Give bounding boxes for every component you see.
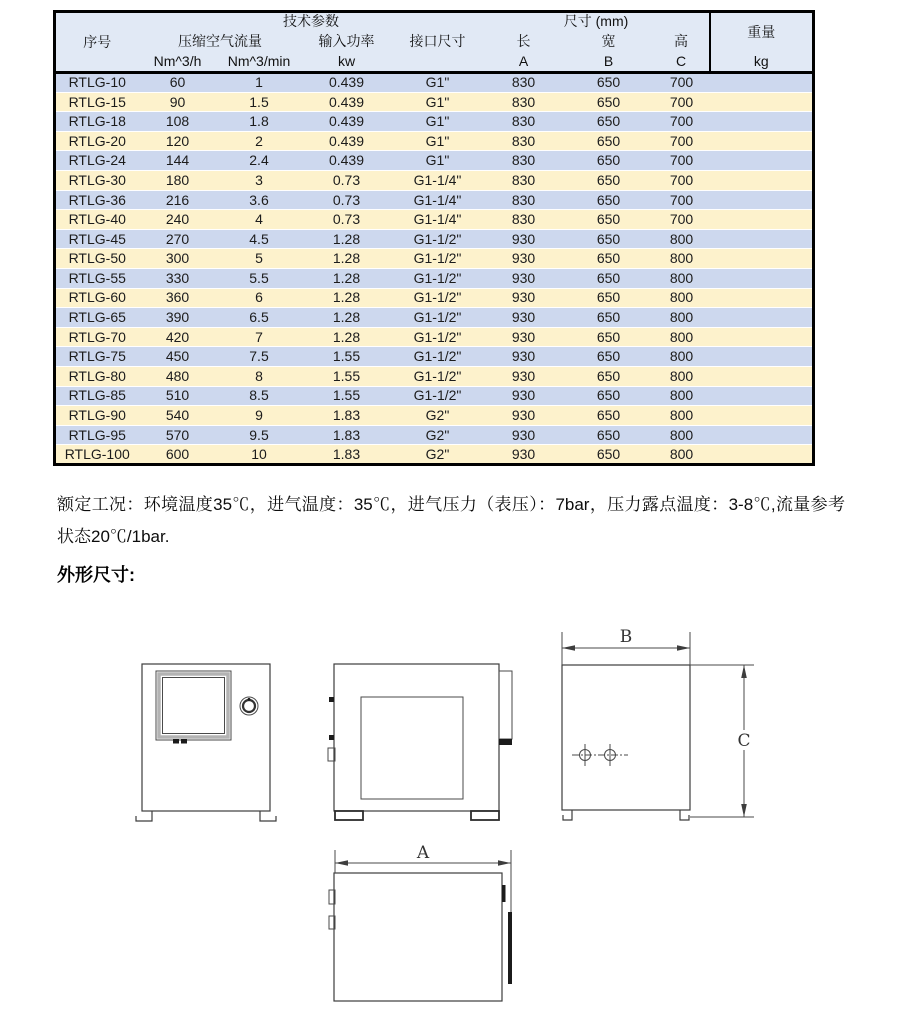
cell-weight xyxy=(710,308,814,328)
cell-port: G1-1/2" xyxy=(413,289,462,306)
cell-width: 650 xyxy=(596,387,621,404)
header-width: 宽 xyxy=(564,31,654,52)
cell-model: RTLG-20 xyxy=(68,132,126,149)
unit-length-a: A xyxy=(484,52,564,73)
spec-row xyxy=(55,347,814,367)
cell-width: 650 xyxy=(596,309,621,326)
cell-length: 930 xyxy=(511,328,536,345)
cell-port: G1-1/2" xyxy=(413,269,462,286)
display-window-frame-band xyxy=(159,674,228,737)
side-foot-left xyxy=(335,811,363,820)
cell-height: 700 xyxy=(669,74,694,91)
cell-flow-h: 270 xyxy=(165,230,190,247)
cell-model: RTLG-60 xyxy=(68,289,126,306)
cell-height: 700 xyxy=(669,113,694,130)
cell-length: 930 xyxy=(511,309,536,326)
cell-power: 1.28 xyxy=(332,328,361,345)
cell-power: 1.28 xyxy=(332,289,361,306)
cell-length: 930 xyxy=(511,445,536,462)
cell-weight xyxy=(710,268,814,288)
header-air-flow: 压缩空气流量 xyxy=(139,31,302,52)
cell-weight xyxy=(710,249,814,269)
dim-c-arrow-bottom xyxy=(741,804,747,817)
rear-view-drawing xyxy=(548,625,768,830)
cell-width: 650 xyxy=(596,250,621,267)
header-input-power: 输入功率 xyxy=(302,31,392,52)
cell-flow-h: 240 xyxy=(165,211,190,228)
cell-length: 830 xyxy=(511,152,536,169)
cell-height: 800 xyxy=(669,230,694,247)
cell-width: 650 xyxy=(596,132,621,149)
cell-width: 650 xyxy=(596,230,621,247)
cell-power: 1.83 xyxy=(332,445,361,462)
cell-port: G1-1/2" xyxy=(413,367,462,384)
cell-model: RTLG-85 xyxy=(68,387,126,404)
cell-width: 650 xyxy=(596,269,621,286)
cell-flow-min: 6 xyxy=(255,289,263,306)
cell-flow-h: 600 xyxy=(165,445,190,462)
cell-weight xyxy=(710,170,814,190)
cell-width: 650 xyxy=(596,407,621,424)
cell-flow-h: 330 xyxy=(165,269,190,286)
spec-row xyxy=(55,92,814,112)
side-right-strip xyxy=(499,671,512,739)
cell-flow-min: 7 xyxy=(255,328,263,345)
side-panel-outline xyxy=(361,697,463,799)
cell-flow-h: 144 xyxy=(165,152,190,169)
cell-weight xyxy=(710,425,814,445)
cell-power: 1.28 xyxy=(332,269,361,286)
cell-height: 700 xyxy=(669,211,694,228)
cell-model: RTLG-100 xyxy=(64,445,130,462)
cell-length: 930 xyxy=(511,407,536,424)
cell-length: 930 xyxy=(511,250,536,267)
cell-port: G1" xyxy=(425,93,450,110)
dim-label-a: A xyxy=(416,843,430,863)
side-nub-top xyxy=(329,697,334,702)
header-height: 高 xyxy=(654,31,710,52)
cell-weight xyxy=(710,366,814,386)
cell-height: 800 xyxy=(669,367,694,384)
spec-row xyxy=(55,73,814,93)
spec-row xyxy=(55,131,814,151)
side-right-strip-cap xyxy=(499,739,512,745)
cell-weight xyxy=(710,327,814,347)
cell-flow-min: 8.5 xyxy=(249,387,269,404)
cell-length: 930 xyxy=(511,426,536,443)
cell-power: 0.439 xyxy=(328,113,365,130)
cell-port: G2" xyxy=(425,426,450,443)
side-cabinet-outline xyxy=(334,664,499,811)
header-length: 长 xyxy=(484,31,564,52)
cell-model: RTLG-24 xyxy=(68,152,126,169)
cell-weight xyxy=(710,131,814,151)
top-view-drawing xyxy=(318,843,523,1013)
cell-flow-h: 108 xyxy=(165,113,190,130)
cell-weight xyxy=(710,112,814,132)
cell-port: G1" xyxy=(425,113,450,130)
cell-weight xyxy=(710,73,814,93)
cell-weight xyxy=(710,445,814,465)
unit-flow-h: Nm^3/h xyxy=(139,52,217,73)
cell-model: RTLG-45 xyxy=(68,230,126,247)
cell-height: 800 xyxy=(669,309,694,326)
cell-flow-min: 2.4 xyxy=(249,152,269,169)
cell-power: 1.55 xyxy=(332,387,361,404)
dim-label-c: C xyxy=(737,731,751,751)
spec-row xyxy=(55,445,814,465)
cell-power: 0.73 xyxy=(332,191,361,208)
cell-length: 830 xyxy=(511,191,536,208)
header-port-size: 接口尺寸 xyxy=(392,31,484,52)
cell-height: 800 xyxy=(669,289,694,306)
cell-height: 800 xyxy=(669,426,694,443)
cell-port: G1-1/2" xyxy=(413,309,462,326)
spec-table xyxy=(53,10,815,466)
cell-power: 0.439 xyxy=(328,93,365,110)
cell-width: 650 xyxy=(596,426,621,443)
cell-width: 650 xyxy=(596,74,621,91)
cell-flow-h: 450 xyxy=(165,348,190,365)
window-tab-left xyxy=(173,739,179,744)
cell-model: RTLG-55 xyxy=(68,269,126,286)
dim-b-arrow-left xyxy=(562,645,575,650)
cell-port: G1-1/4" xyxy=(413,191,462,208)
cell-flow-h: 60 xyxy=(169,74,186,91)
cell-length: 930 xyxy=(511,367,536,384)
cell-port: G1-1/4" xyxy=(413,211,462,228)
cell-width: 650 xyxy=(596,152,621,169)
dim-a-arrow-right xyxy=(498,860,511,865)
header-serial: 序号 xyxy=(55,12,139,73)
cell-flow-h: 216 xyxy=(165,191,190,208)
spec-row xyxy=(55,190,814,210)
rear-foot-left xyxy=(563,810,572,820)
cell-model: RTLG-40 xyxy=(68,211,126,228)
cell-length: 830 xyxy=(511,74,536,91)
side-nub-bottom xyxy=(329,735,334,740)
cell-flow-h: 360 xyxy=(165,289,190,306)
cell-flow-h: 570 xyxy=(165,426,190,443)
cell-power: 1.83 xyxy=(332,426,361,443)
front-foot-right xyxy=(260,811,276,821)
cell-height: 700 xyxy=(669,152,694,169)
header-group-tech-params: 技术参数 xyxy=(139,12,484,31)
cell-power: 0.73 xyxy=(332,211,361,228)
cell-port: G2" xyxy=(425,445,450,462)
dim-a-arrow-left xyxy=(335,860,348,865)
side-foot-right xyxy=(471,811,499,820)
spec-row xyxy=(55,210,814,230)
cell-flow-h: 540 xyxy=(165,407,190,424)
cell-flow-min: 4.5 xyxy=(249,230,269,247)
dim-label-b: B xyxy=(619,627,633,647)
spec-row xyxy=(55,229,814,249)
cell-height: 800 xyxy=(669,387,694,404)
cell-model: RTLG-95 xyxy=(68,426,126,443)
cell-length: 930 xyxy=(511,289,536,306)
cell-flow-min: 9 xyxy=(255,407,263,424)
cell-weight xyxy=(710,92,814,112)
side-view-drawing xyxy=(320,655,520,827)
cell-flow-min: 2 xyxy=(255,132,263,149)
cell-height: 800 xyxy=(669,269,694,286)
cell-flow-h: 180 xyxy=(165,171,190,188)
knob-inner-ring xyxy=(243,700,255,712)
cell-flow-min: 8 xyxy=(255,367,263,384)
window-tab-right xyxy=(181,739,187,744)
cell-power: 1.28 xyxy=(332,309,361,326)
cell-height: 800 xyxy=(669,328,694,345)
spec-row xyxy=(55,327,814,347)
cell-weight xyxy=(710,190,814,210)
header-group-dimensions: 尺寸 (mm) xyxy=(484,12,710,31)
cell-length: 930 xyxy=(511,348,536,365)
unit-height-c: C xyxy=(654,52,710,73)
cell-height: 800 xyxy=(669,348,694,365)
cell-weight xyxy=(710,210,814,230)
cell-height: 700 xyxy=(669,171,694,188)
spec-row xyxy=(55,288,814,308)
cell-height: 800 xyxy=(669,250,694,267)
front-foot-left xyxy=(136,811,152,821)
cell-flow-min: 1.5 xyxy=(249,93,269,110)
cell-flow-h: 420 xyxy=(165,328,190,345)
cell-flow-h: 510 xyxy=(165,387,190,404)
spec-row xyxy=(55,249,814,269)
cell-width: 650 xyxy=(596,289,621,306)
cell-length: 830 xyxy=(511,211,536,228)
cell-model: RTLG-15 xyxy=(68,93,126,110)
cell-flow-h: 390 xyxy=(165,309,190,326)
cell-flow-h: 300 xyxy=(165,250,190,267)
cell-model: RTLG-50 xyxy=(68,250,126,267)
spec-row xyxy=(55,308,814,328)
cell-length: 930 xyxy=(511,230,536,247)
cell-length: 830 xyxy=(511,132,536,149)
cell-port: G1-1/2" xyxy=(413,348,462,365)
spec-row xyxy=(55,112,814,132)
cell-width: 650 xyxy=(596,191,621,208)
header-weight: 重量 xyxy=(710,12,814,52)
cell-model: RTLG-90 xyxy=(68,407,126,424)
cell-length: 930 xyxy=(511,269,536,286)
cell-width: 650 xyxy=(596,171,621,188)
cell-flow-min: 5.5 xyxy=(249,269,269,286)
cell-height: 700 xyxy=(669,93,694,110)
cell-weight xyxy=(710,406,814,426)
cell-flow-h: 120 xyxy=(165,132,190,149)
cell-power: 1.28 xyxy=(332,250,361,267)
cell-height: 800 xyxy=(669,407,694,424)
cell-power: 0.439 xyxy=(328,132,365,149)
unit-port-empty xyxy=(392,52,484,73)
rear-foot-right xyxy=(680,810,689,820)
cell-model: RTLG-30 xyxy=(68,171,126,188)
cell-power: 0.439 xyxy=(328,74,365,91)
cell-flow-h: 90 xyxy=(169,93,186,110)
cell-port: G1-1/2" xyxy=(413,328,462,345)
rear-cabinet-outline xyxy=(562,665,690,810)
cell-flow-min: 5 xyxy=(255,250,263,267)
cell-weight xyxy=(710,347,814,367)
cell-flow-min: 6.5 xyxy=(249,309,269,326)
cell-width: 650 xyxy=(596,93,621,110)
cell-weight xyxy=(710,151,814,171)
cell-length: 930 xyxy=(511,387,536,404)
cell-port: G1-1/4" xyxy=(413,171,462,188)
cell-width: 650 xyxy=(596,348,621,365)
cell-port: G1" xyxy=(425,152,450,169)
unit-width-b: B xyxy=(564,52,654,73)
section-title-outline-dimensions: 外形尺寸: xyxy=(57,565,135,585)
cell-weight xyxy=(710,386,814,406)
cell-flow-min: 7.5 xyxy=(249,348,269,365)
cell-model: RTLG-70 xyxy=(68,328,126,345)
spec-row xyxy=(55,425,814,445)
cell-flow-min: 10 xyxy=(251,445,267,462)
cell-flow-min: 1.8 xyxy=(249,113,269,130)
cell-port: G1-1/2" xyxy=(413,387,462,404)
cell-width: 650 xyxy=(596,445,621,462)
cell-width: 650 xyxy=(596,328,621,345)
cell-power: 0.439 xyxy=(328,152,365,169)
cell-model: RTLG-18 xyxy=(68,113,126,130)
cell-flow-min: 9.5 xyxy=(249,426,269,443)
cell-model: RTLG-75 xyxy=(68,348,126,365)
cell-model: RTLG-80 xyxy=(68,367,126,384)
cell-port: G1-1/2" xyxy=(413,230,462,247)
cell-flow-min: 4 xyxy=(255,211,263,228)
cell-power: 1.83 xyxy=(332,407,361,424)
top-cabinet-outline xyxy=(334,873,502,1001)
spec-row xyxy=(55,386,814,406)
spec-row xyxy=(55,151,814,171)
dim-c-arrow-top xyxy=(741,665,747,678)
cell-flow-min: 3.6 xyxy=(249,191,269,208)
cell-length: 830 xyxy=(511,113,536,130)
top-right-strip xyxy=(508,912,512,984)
cell-flow-min: 1 xyxy=(255,74,263,91)
cell-height: 700 xyxy=(669,132,694,149)
cell-port: G1" xyxy=(425,74,450,91)
cell-model: RTLG-65 xyxy=(68,309,126,326)
display-window-inner-frame xyxy=(163,678,225,734)
cell-power: 0.73 xyxy=(332,171,361,188)
cell-model: RTLG-36 xyxy=(68,191,126,208)
spec-row xyxy=(55,268,814,288)
cell-weight xyxy=(710,229,814,249)
cell-height: 700 xyxy=(669,191,694,208)
spec-row xyxy=(55,170,814,190)
top-right-nub xyxy=(502,885,506,902)
cell-power: 1.55 xyxy=(332,348,361,365)
cell-height: 800 xyxy=(669,445,694,462)
cell-model: RTLG-10 xyxy=(68,74,126,91)
cell-flow-h: 480 xyxy=(165,367,190,384)
cell-power: 1.28 xyxy=(332,230,361,247)
cell-width: 650 xyxy=(596,211,621,228)
cell-width: 650 xyxy=(596,367,621,384)
dim-b-arrow-right xyxy=(677,645,690,650)
unit-weight-kg: kg xyxy=(710,52,814,73)
cell-flow-min: 3 xyxy=(255,171,263,188)
unit-flow-min: Nm^3/min xyxy=(217,52,302,73)
operating-conditions-note: 额定工况：环境温度35℃，进气温度：35℃，进气压力（表压）：7bar，压力露点温度：3-8℃,流量参考状态20℃/1bar. xyxy=(57,495,845,546)
unit-power: kw xyxy=(302,52,392,73)
cell-length: 830 xyxy=(511,93,536,110)
cell-weight xyxy=(710,288,814,308)
cell-length: 830 xyxy=(511,171,536,188)
spec-table-body xyxy=(55,73,814,465)
cell-port: G2" xyxy=(425,407,450,424)
display-window-outer-frame xyxy=(156,671,231,740)
cell-power: 1.55 xyxy=(332,367,361,384)
front-view-drawing xyxy=(120,655,282,827)
spec-table-header xyxy=(55,12,814,73)
cell-port: G1-1/2" xyxy=(413,250,462,267)
knob-notch xyxy=(248,698,251,701)
cell-port: G1" xyxy=(425,132,450,149)
spec-row xyxy=(55,406,814,426)
cell-width: 650 xyxy=(596,113,621,130)
spec-row xyxy=(55,366,814,386)
